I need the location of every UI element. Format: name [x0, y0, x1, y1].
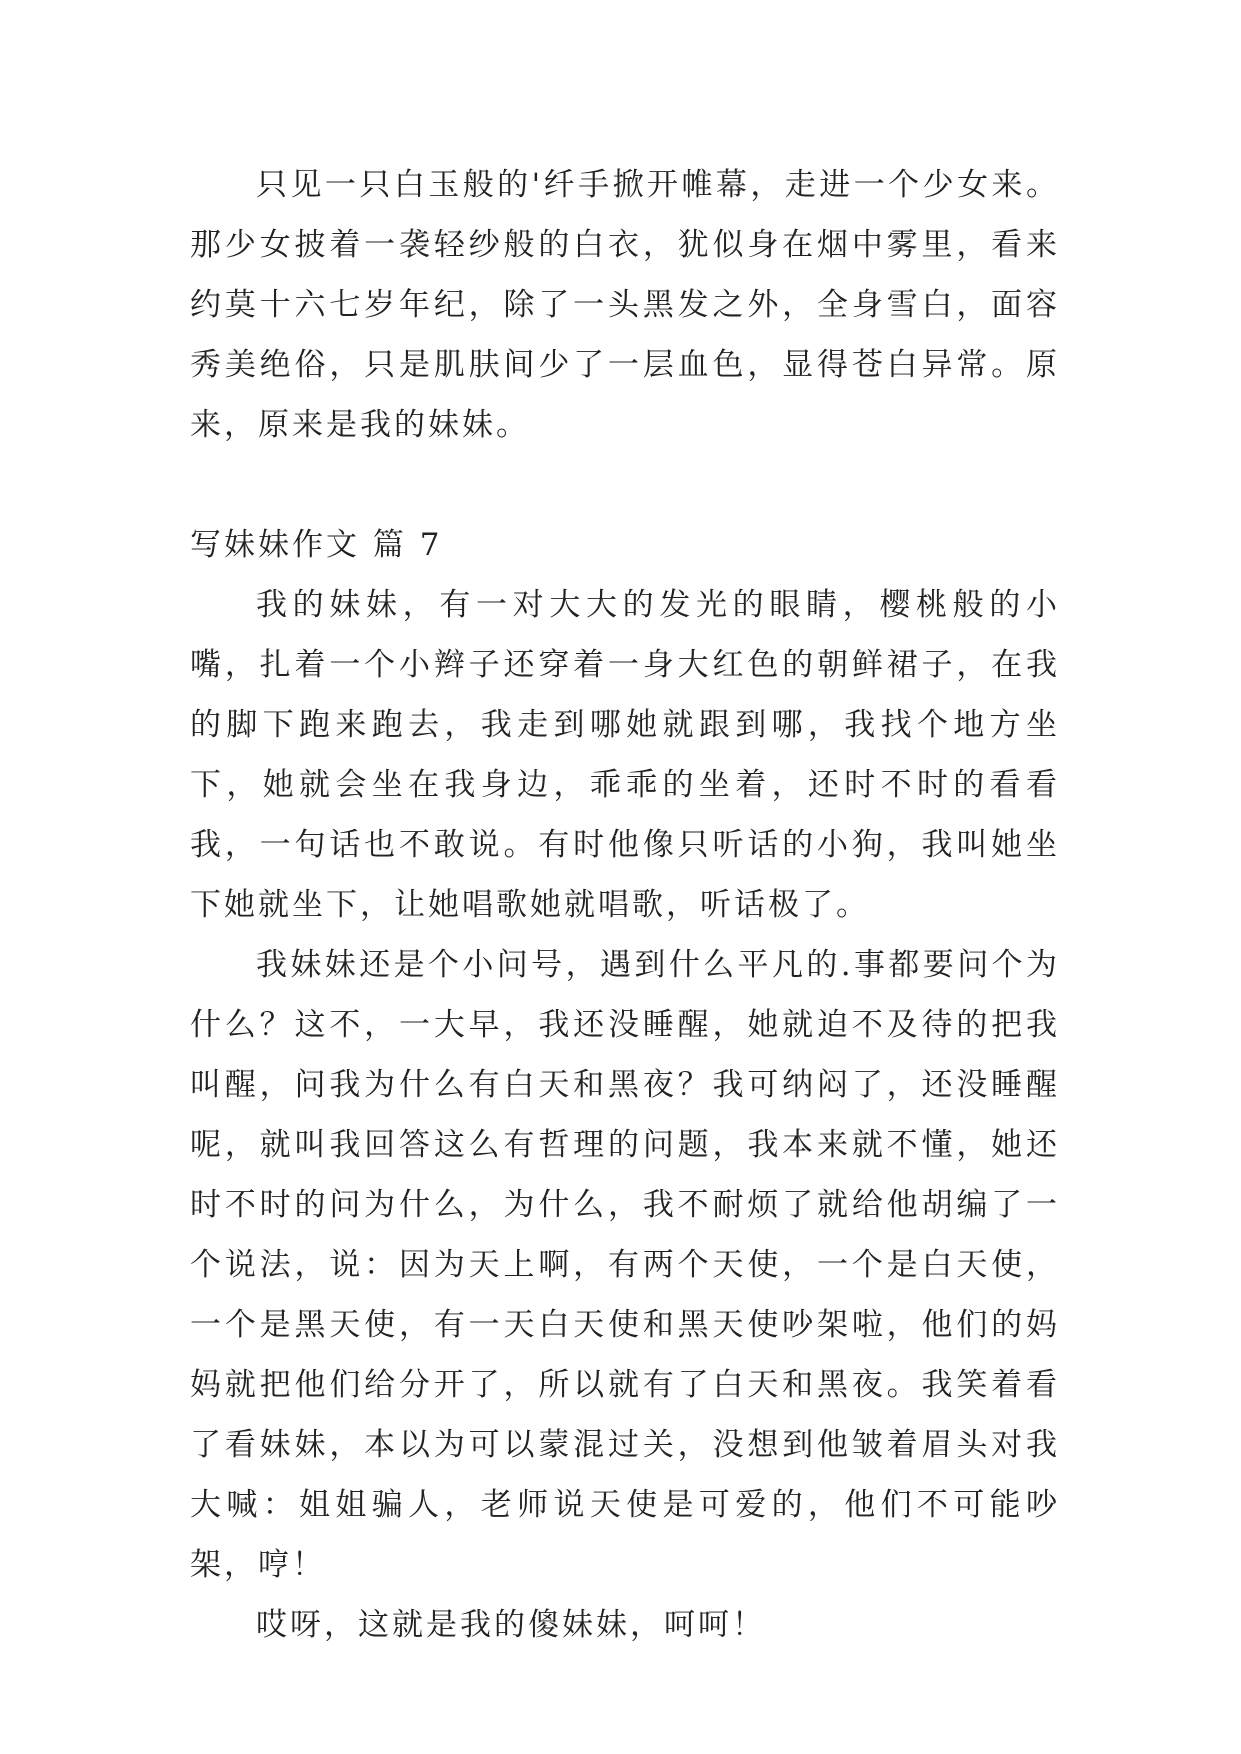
body-paragraph-1: 我的妹妹，有一对大大的发光的眼睛，樱桃般的小嘴，扎着一个小辫子还穿着一身大红色的朝鲜裙子，在我的脚下跑来跑去，我走到哪她就跟到哪，我找个地方坐下，她就会坐在我身边，乖乖的坐着，还时不时的看看我，一句话也不敢说。有时他像只听话的小狗，我叫她坐下她就坐下，让她唱歌她就唱歌，听话极了。 — [190, 587, 1060, 923]
section-heading: 写妹妹作文 篇 7 — [190, 527, 443, 563]
document-page — [190, 155, 1060, 1655]
intro-paragraph: 只见一只白玉般的'纤手掀开帷幕，走进一个少女来。那少女披着一袭轻纱般的白衣，犹似身在烟中雾里，看来约莫十六七岁年纪，除了一头黑发之外，全身雪白，面容秀美绝俗，只是肌肤间少了一层血色，显得苍白异常。原来，原来是我的妹妹。 — [190, 167, 1060, 443]
body-paragraph-3: 哎呀，这就是我的傻妹妹，呵呵！ — [256, 1607, 766, 1643]
body-paragraph-2: 我妹妹还是个小问号，遇到什么平凡的.事都要问个为什么？这不，一大早，我还没睡醒，她就迫不及待的把我叫醒，问我为什么有白天和黑夜？我可纳闷了，还没睡醒呢，就叫我回答这么有哲理的问题，我本来就不懂，她还时不时的问为什么，为什么，我不耐烦了就给他胡编了一个说法，说：因为天上啊，有两个天使，一个是白天使，一个是黑天使，有一天白天使和黑天使吵架啦，他们的妈妈就把他们给分开了，所以就有了白天和黑夜。我笑着看了看妹妹，本以为可以蒙混过关，没想到他皱着眉头对我大喊：姐姐骗人，老师说天使是可爱的，他们不可能吵架，哼！ — [190, 947, 1060, 1583]
